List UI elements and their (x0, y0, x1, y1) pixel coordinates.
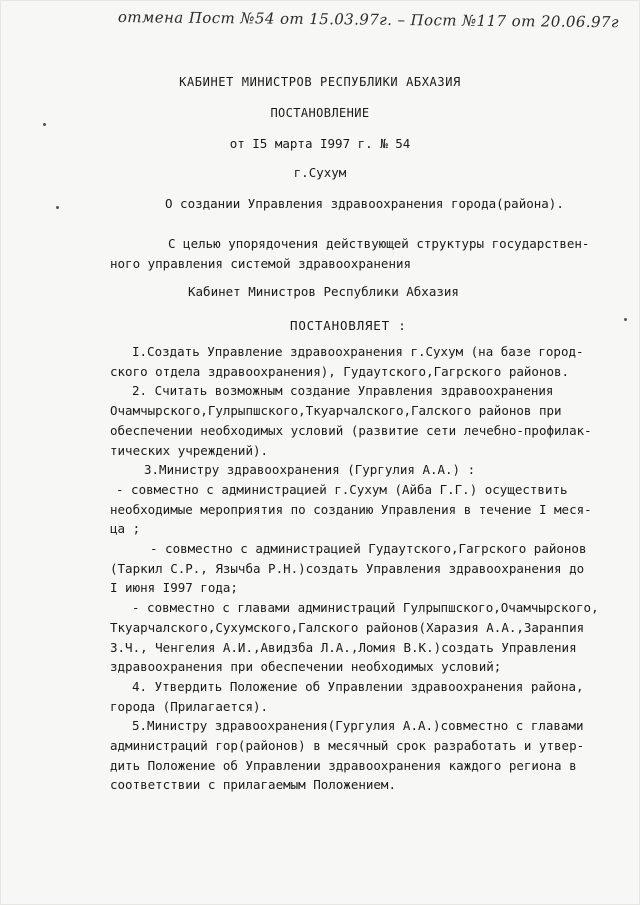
item-line: Ткуарчалского,Сухумского,Галского районов(Харазия А.А.,Заранпия (110, 619, 585, 635)
item-line: 2. Считать возможным создание Управления здравоохранения (132, 383, 554, 399)
ministry-heading: КАБИНЕТ МИНИСТРОВ РЕСПУБЛИКИ АБХАЗИЯ (179, 75, 461, 89)
item-line: соответствии с прилагаемым Положением. (110, 777, 396, 793)
scan-speck (56, 206, 59, 209)
item-line: - совместно с администрацией Гудаутского,Гагрского районов (150, 541, 587, 557)
document-title: ПОСТАНОВЛЕНИЕ (270, 106, 370, 120)
item-line: - совместно с администрацией г.Сухум (Айба Г.Г.) осуществить (116, 481, 568, 497)
item-line: З.Ч., Ченгелия А.И.,Авидзба Л.А.,Ломия В.К.)создать Управления (110, 639, 577, 655)
item-line: администраций гор(районов) в месячный срок разработать и утвер- (110, 738, 585, 754)
item-line: 5.Министру здравоохранения(Гургулия А.А.)совместно с главами (132, 718, 584, 734)
scan-speck (43, 123, 46, 126)
item-line: 3.Министру здравоохранения (Гургулия А.А.) : (144, 462, 476, 478)
document-date: от I5 марта I997 г. № 54 (229, 136, 411, 151)
resolution-items (110, 342, 599, 795)
preamble-line: ного управления системой здравоохранения (110, 255, 412, 271)
item-line: ца ; (110, 521, 141, 537)
item-line: - совместно с главами администраций Гулрыпшского,Очамчырского, (132, 600, 599, 616)
item-line: ского отдела здравоохранения), Гудаутского,Гагрского районов. (110, 363, 570, 379)
item-line: необходимые мероприятия по созданию Управления в течение I меся- (110, 501, 592, 517)
item-line: обеспечении необходимых условий (развитие сети лечебно-профилак- (110, 422, 592, 438)
cabinet-line: Кабинет Министров Республики Абхазия (188, 284, 459, 299)
resolves-heading: ПОСТАНОВЛЯЕТ : (290, 318, 407, 333)
item-line: Очамчырского,Гулрыпшского,Ткуарчалского,Галского районов при (110, 403, 562, 419)
preamble-line: С целью упорядочения действующей структуры государствен- (168, 236, 590, 251)
document-subject: О создании Управления здравоохранения города(района). (165, 196, 564, 211)
document-city: г.Сухум (293, 165, 347, 180)
item-line: 4. Утвердить Положение об Управлении здравоохранения района, (132, 678, 584, 694)
preamble (110, 234, 589, 273)
item-line: тических учреждений). (110, 442, 269, 458)
handwritten-annotation: отмена Пост №54 от 15.03.97г. – Пост №117 от 20.06.97г (117, 8, 619, 32)
item-line: дить Положение об Управлении здравоохранения каждого региона в (110, 757, 577, 773)
item-line: здравоохранения при обеспечении необходимых условий; (110, 659, 502, 675)
item-line: I.Создать Управление здравоохранения г.Сухум (на базе город- (132, 344, 584, 359)
item-line: города (Прилагается). (110, 698, 269, 714)
item-line: (Таркил С.Р., Язычба Р.Н.)создать Управления здравоохранения до (110, 560, 585, 576)
scan-speck (624, 318, 627, 321)
item-line: I июня I997 года; (110, 580, 238, 596)
